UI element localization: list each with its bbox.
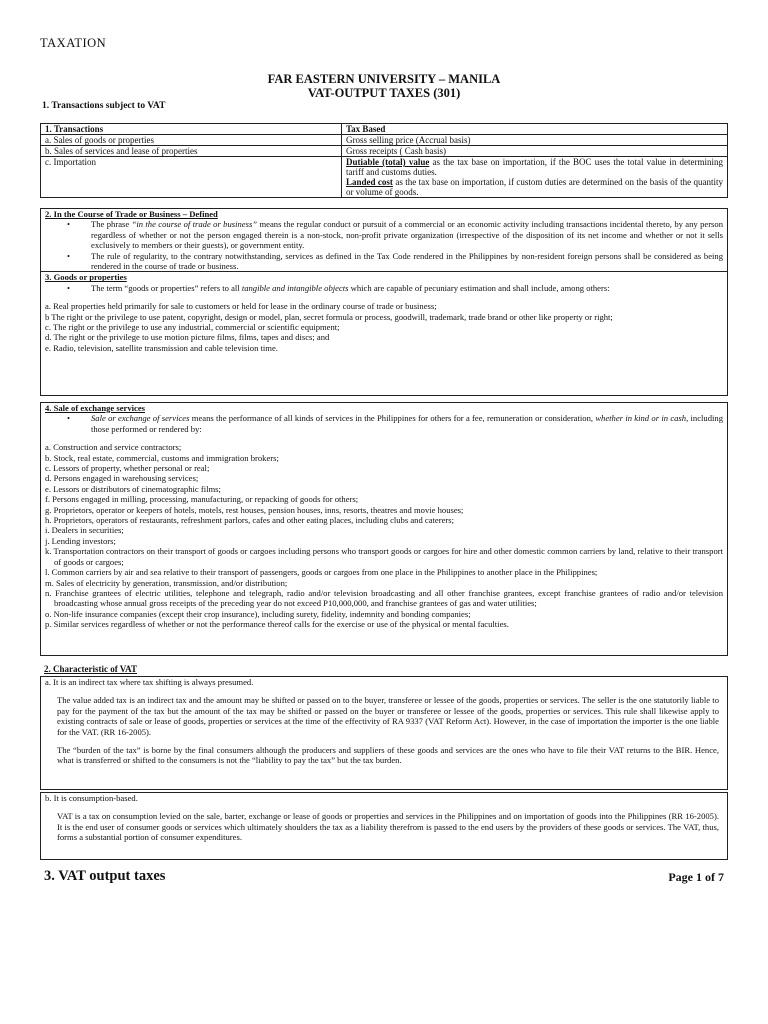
characteristic-b-title: b. It is consumption-based. bbox=[45, 793, 138, 803]
subject-header: TAXATION bbox=[40, 36, 107, 50]
section-2-heading: 2. In the Course of Trade or Business – Defined bbox=[45, 209, 218, 219]
list-item: k. Transportation contractors on their transport of goods or cargoes including persons who transport goods or cargoes for hire and other domestic common carriers by land, relative to their transport of goods or cargoes; bbox=[45, 546, 723, 567]
table-header-tax-based: Tax Based bbox=[342, 124, 728, 135]
list-item: i. Dealers in securities; bbox=[45, 525, 124, 536]
table-cell bbox=[342, 157, 728, 198]
page-number: Page 1 of 7 bbox=[668, 870, 724, 884]
dutiable-value-text bbox=[346, 157, 723, 177]
characteristic-a-paragraph-1: The value added tax is an indirect tax and the amount may be shifted or passed on to the buyer, transferee or lessee of the goods, properties or services. The seller is the one statutorily liable to pay for the payment of the tax but the amount of the tax may be shifted or passed on the buyer or transferee or lessee of the goods, properties or services. This rule shall likewise apply to existing contracts of sale or lease of goods, properties or services at the time of the effectivity of RA 9337 (VAT Reform Act). However, in the case of importation the importer is the one liable for the VAT. (RR 16-2005). bbox=[57, 695, 719, 737]
landed-cost-desc: as the tax base on importation, if custom duties are determined on the basis of the quantity or volume of goods. bbox=[346, 177, 723, 197]
footer-title: 3. VAT output taxes bbox=[44, 868, 166, 884]
bullet-text: means the performance of all kinds of services in the Philippines for others for a fee, remuneration or consideration, bbox=[189, 413, 596, 424]
list-item: c. The right or the privilege to use any industrial, commercial or scientific equipment; bbox=[45, 322, 340, 333]
list-item: a. Construction and service contractors; bbox=[45, 442, 182, 453]
list-item: m. Sales of electricity by generation, transmission, and/or distribution; bbox=[45, 577, 288, 588]
list-item: l. Common carriers by air and sea relative to their transport of passengers, goods or cargoes from one place in the Philippines to another place in the Philippines; bbox=[45, 567, 598, 578]
bullet-text: means the regular conduct or pursuit of a commercial or an economic activity including transactions incidental thereto, by any person regardless of whether or not the person engaged therein is a non-stock, non-profit private organization (irrespective of the disposition of its net income and whether or not it sells exclusively to members or their guests), or government entity. bbox=[91, 219, 723, 251]
table-row bbox=[41, 157, 728, 198]
list-item: b The right or the privilege to use patent, copyright, design or model, plan, secret formula or process, goodwill, trademark, trade brand or other like property or right; bbox=[45, 311, 613, 322]
list-item: e. Radio, television, satellite transmission and cable television time. bbox=[45, 342, 278, 353]
landed-cost-text bbox=[346, 177, 723, 197]
table-header-transactions: 1. Transactions bbox=[41, 124, 342, 135]
table-row bbox=[41, 135, 728, 146]
bullet-emphasis: whether in kind or in cash bbox=[595, 413, 687, 424]
list-item: o. Non-life insurance companies (except their crop insurance), including surety, fidelity, indemnity and bonding companies; bbox=[45, 608, 471, 619]
dutiable-value-label: Dutiable (total) value bbox=[346, 157, 430, 167]
characteristic-b-box bbox=[40, 792, 728, 860]
list-item: f. Persons engaged in milling, processing, manufacturing, or repacking of goods for others; bbox=[45, 494, 359, 505]
list-item: d. The right or the privilege to use motion picture films, films, tapes and discs; and bbox=[45, 332, 330, 343]
bullet-text: The phrase bbox=[91, 219, 132, 230]
bullet-text: which are capable of pecuniary estimation and shall include, among others: bbox=[348, 282, 610, 293]
list-item: b. Stock, real estate, commercial, customs and immigration brokers; bbox=[45, 452, 279, 463]
transactions-table bbox=[40, 123, 728, 198]
list-item: p. Similar services regardless of whether or not the performance thereof calls for the exercise or use of the physical or mental faculties. bbox=[45, 619, 509, 630]
characteristic-a-paragraph-2: The “burden of the tax” is borne by the final consumers although the producers and suppliers of these goods and services are the ones who have to file their VAT returns to the BIR. Hence, what is transferred or shifted to the consumers is not the “liability to pay the tax” but the tax burden. bbox=[57, 745, 719, 766]
list-item: h. Proprietors, operators of restaurants, refreshment parlors, cafes and other eating places, including clubs and caterers; bbox=[45, 515, 455, 526]
list-item: n. Franchise grantees of electric utilities, telephone and telegraph, radio and/or television broadcasting and all other franchise grantees, except franchise grantees of radio and/or television broadcasting whose annual gross receipts of the preceding year do not exceed P10,000,000, and franchise grantees of gas and water utilities; bbox=[45, 587, 723, 609]
characteristic-heading: 2. Characteristic of VAT bbox=[44, 664, 137, 674]
list-item: g. Proprietors, operator or keepers of hotels, motels, rest houses, pension houses, inns, resorts, theatres and movie houses; bbox=[45, 504, 464, 515]
bullet-emphasis: tangible and intangible objects bbox=[241, 282, 349, 293]
section-3-block bbox=[41, 271, 727, 353]
section-2-bullet-1 bbox=[45, 219, 723, 250]
landed-cost-label: Landed cost bbox=[346, 177, 393, 187]
section-4-box bbox=[40, 402, 728, 656]
table-cell: Gross receipts ( Cash basis) bbox=[342, 146, 728, 157]
characteristic-b-paragraph: VAT is a tax on consumption levied on the sale, barter, exchange or lease of goods or properties and services in the Philippines and on importation of goods into the Philippines (RR 16-2005). It is the end user of consumer goods or services which ultimately shoulders the tax as a liability therefrom is passed to the end users by the providers of these goods or services. The VAT, thus, forms a substantial portion of consumer expenditures. bbox=[57, 811, 719, 843]
bullet-text: The term “goods or properties” refers to all bbox=[91, 282, 242, 293]
bullet-emphasis: “in the course of trade or business” bbox=[131, 219, 258, 230]
university-name: FAR EASTERN UNIVERSITY – MANILA bbox=[267, 72, 501, 86]
list-item: j. Lending investors; bbox=[45, 535, 116, 546]
table-cell: Gross selling price (Accrual basis) bbox=[342, 135, 728, 146]
list-item: a. Real properties held primarily for sale to customers or held for lease in the ordinary course of trade or business; bbox=[45, 301, 437, 312]
section-4-bullet-1 bbox=[45, 413, 723, 434]
table-cell: b. Sales of services and lease of properties bbox=[41, 146, 342, 157]
bullet-text: , including those performed or rendered by: bbox=[91, 413, 723, 434]
section-1-heading: 1. Transactions subject to VAT bbox=[42, 101, 166, 111]
section-3-heading: 3. Goods or properties bbox=[45, 272, 127, 283]
dutiable-value-desc: as the tax base on importation, if the BOC uses the total value in determining tariff and customs duties. bbox=[346, 157, 723, 177]
list-item: c. Lessors of property, whether personal or real; bbox=[45, 463, 210, 474]
list-item: d. Persons engaged in warehousing services; bbox=[45, 473, 199, 484]
table-header-row bbox=[41, 124, 728, 135]
characteristic-a-title: a. It is an indirect tax where tax shifting is always presumed. bbox=[45, 677, 254, 687]
table-cell: c. Importation bbox=[41, 157, 342, 198]
bullet-emphasis: Sale or exchange of services bbox=[91, 413, 190, 424]
section-2-3-box bbox=[40, 208, 728, 396]
table-cell: a. Sales of goods or properties bbox=[41, 135, 342, 146]
table-row bbox=[41, 146, 728, 157]
section-4-heading: 4. Sale of exchange services bbox=[45, 403, 145, 413]
document-title: VAT-OUTPUT TAXES (301) bbox=[307, 86, 461, 100]
characteristic-a-box bbox=[40, 676, 728, 790]
section-3-bullet-1 bbox=[45, 283, 723, 293]
section-2-bullet-2: • The rule of regularity, to the contrary notwithstanding, services as defined in the Tax Code rendered in the Philippines by non-resident foreign persons shall be considered as being rendered in the course of trade or business. bbox=[45, 251, 723, 272]
list-item: e. Lessors or distributors of cinematographic films; bbox=[45, 483, 221, 494]
